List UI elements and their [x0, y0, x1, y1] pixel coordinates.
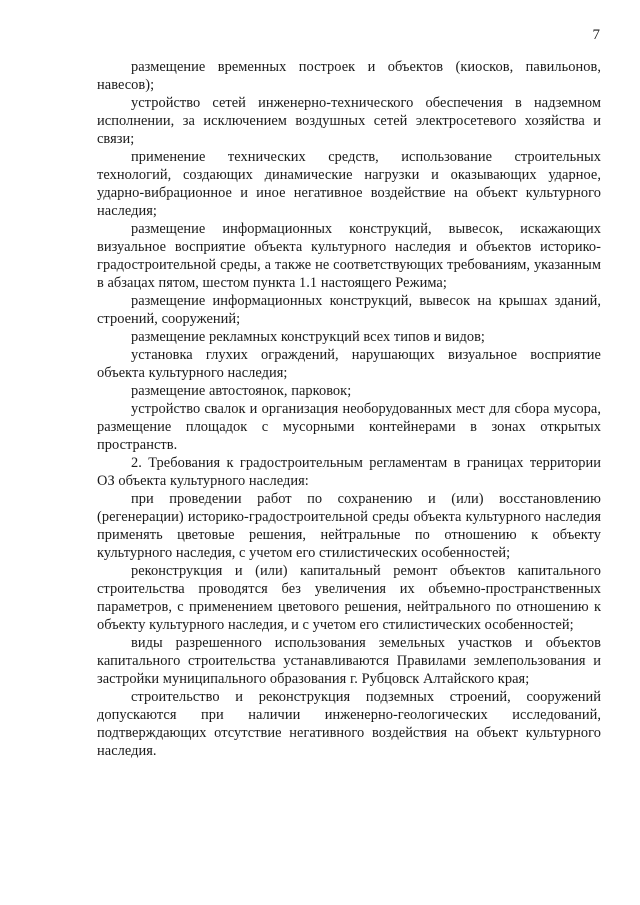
- paragraph-advertising: размещение рекламных конструкций всех типов и видов;: [131, 329, 485, 345]
- section-heading-urban-regulations: 2. Требования к градостроительным регламентам в границах территории ОЗ объекта культурного наследия:: [97, 455, 601, 489]
- paragraph-land-use: виды разрешенного использования земельных участков и объектов капитального строительства устанавливаются Правилами землепользования и застройки муниципального образования г. Рубцовск Алтайского края;: [97, 635, 601, 687]
- paragraph-technical-means: применение технических средств, использование строительных технологий, создающих динамические нагрузки и оказывающих ударное, ударно-вибрационное и иное негативное воздействие на объект культурного наследия;: [97, 149, 601, 219]
- paragraph-fences: установка глухих ограждений, нарушающих визуальное восприятие объекта культурного наследия;: [97, 347, 601, 381]
- paragraph-color-solutions: при проведении работ по сохранению и (или) восстановлению (регенерации) историко-градостроительной среды объекта культурного наследия применять цветовые решения, нейтральные по отношению к объекту культурного наследия, с учетом его стилистических особенностей;: [97, 491, 601, 561]
- page-number: 7: [592, 27, 600, 43]
- document-body: [97, 58, 601, 760]
- paragraph-utility-networks: устройство сетей инженерно-технического обеспечения в надземном исполнении, за исключением воздушных сетей электросетевого хозяйства и связи;: [97, 95, 601, 147]
- paragraph-temporary-structures: размещение временных построек и объектов (киосков, павильонов, навесов);: [97, 59, 601, 93]
- paragraph-underground-construction: строительство и реконструкция подземных строений, сооружений допускаются при наличии инженерно-геологических исследований, подтверждающих отсутствие негативного воздействия на объект культурного наследия.: [97, 689, 601, 759]
- paragraph-parking: размещение автостоянок, парковок;: [131, 383, 352, 399]
- paragraph-dumps: устройство свалок и организация необорудованных мест для сбора мусора, размещение площадок с мусорными контейнерами в зонах открытых пространств.: [97, 401, 601, 453]
- paragraph-information-structures: размещение информационных конструкций, вывесок, искажающих визуальное восприятие объекта культурного наследия и объектов историко-градостроительной среды, а также не соответствующих требованиям, указанным в абзацах пятом, шестом пункта 1.1 настоящего Режима;: [97, 221, 601, 291]
- paragraph-roof-signs: размещение информационных конструкций, вывесок на крышах зданий, строений, сооружений;: [97, 293, 601, 327]
- paragraph-reconstruction: реконструкция и (или) капитальный ремонт объектов капитального строительства проводятся без увеличения их объемно-пространственных параметров, с применением цветового решения, нейтрального по отношению к объекту культурного наследия, и с учетом его стилистических особенностей;: [97, 563, 601, 633]
